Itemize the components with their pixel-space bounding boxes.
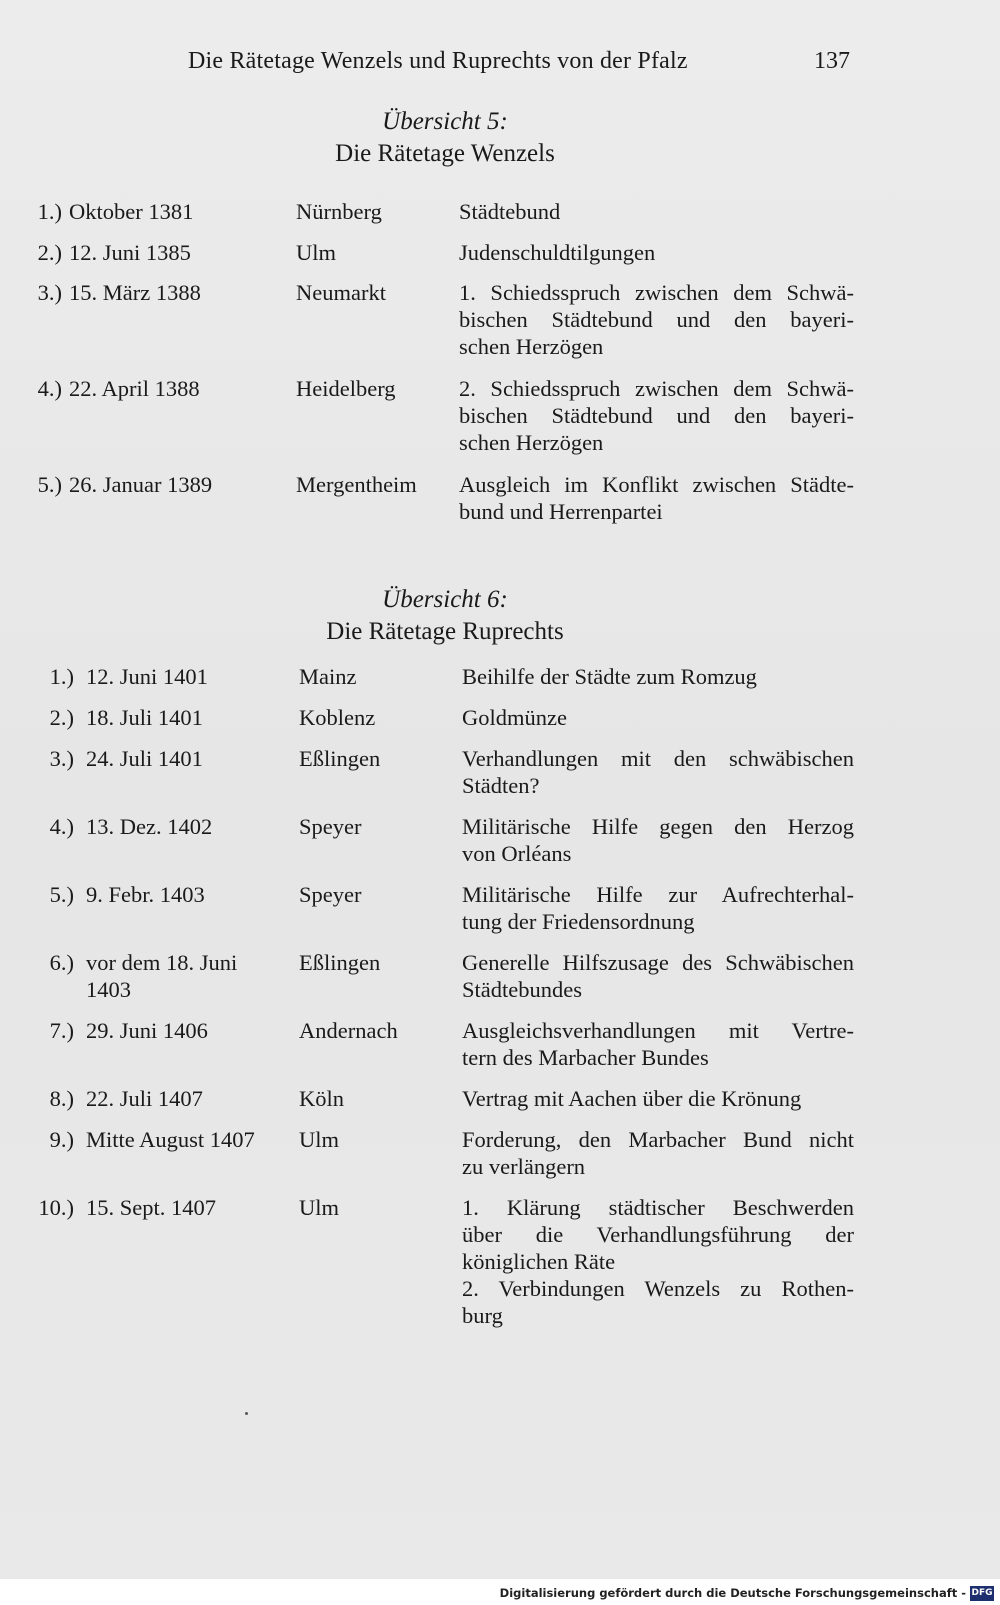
row-place: Ulm: [296, 240, 337, 265]
row-description-line: Goldmünze: [462, 705, 567, 730]
row-date: [86, 1017, 208, 1044]
row-description: [459, 239, 854, 266]
row-place: Ulm: [299, 1127, 340, 1152]
row-description-line: tung der Friedensordnung: [462, 909, 695, 934]
row-description-line: von Orléans: [462, 841, 572, 866]
row-date: [86, 663, 208, 690]
row-date: [86, 1085, 203, 1112]
row-description-line: 1. Schiedsspruch zwischen dem Schwä-: [459, 280, 854, 305]
row-description-line: burg: [462, 1303, 503, 1328]
footer-credit: Digitalisierung gefördert durch die Deutsche Forschungsgemeinschaft -: [499, 1586, 966, 1600]
row-description-line: Generelle Hilfszusage des Schwäbischen: [462, 950, 854, 975]
row-description-line: Militärische Hilfe gegen den Herzog: [462, 814, 854, 839]
scan-speck: [245, 1412, 248, 1415]
row-date: [69, 198, 193, 225]
row-description: [462, 881, 854, 935]
row-number: 8.): [49, 1086, 74, 1111]
overview6-title: Die Rätetage Ruprechts: [326, 618, 564, 645]
row-description-line: tern des Marbacher Bundes: [462, 1045, 709, 1070]
row-description-line: schen Herzögen: [459, 430, 604, 455]
row-description-line: bischen Städtebund und den bayeri-: [459, 307, 854, 332]
row-description-line: Vertrag mit Aachen über die Krönung: [462, 1086, 802, 1111]
row-number: 3.): [37, 280, 62, 305]
row-place: Koblenz: [299, 705, 376, 730]
row-description-line: bischen Städtebund und den bayeri-: [459, 403, 854, 428]
row-description-line: 2. Verbindungen Wenzels zu Rothen-: [462, 1276, 854, 1301]
row-description-line: Beihilfe der Städte zum Romzug: [462, 664, 757, 689]
row-date-line: 12. Juni 1385: [69, 240, 191, 265]
row-date-line: Oktober 1381: [69, 199, 194, 224]
row-date: [69, 375, 200, 402]
row-number: 10.): [38, 1195, 74, 1220]
row-number: 2.): [49, 705, 74, 730]
row-description: [462, 1017, 854, 1071]
row-date-line: 1403: [86, 977, 131, 1002]
row-description-line: Städten?: [462, 773, 540, 798]
row-description: [462, 1085, 854, 1112]
row-description-line: Städtebund: [459, 199, 561, 224]
row-place: Mainz: [299, 664, 357, 689]
row-date-line: 13. Dez. 1402: [86, 814, 213, 839]
row-date: [86, 704, 203, 731]
row-number: 9.): [49, 1127, 74, 1152]
row-number: 5.): [49, 882, 74, 907]
row-number: 4.): [37, 376, 62, 401]
row-description-line: 2. Schiedsspruch zwischen dem Schwä-: [459, 376, 854, 401]
row-date: [69, 239, 191, 266]
row-description-line: Militärische Hilfe zur Aufrechterhal-: [462, 882, 854, 907]
row-description-line: 1. Klärung städtischer Beschwerden: [462, 1195, 854, 1220]
row-description: [462, 949, 854, 1003]
row-description: [462, 745, 854, 799]
row-description-line: über die Verhandlungsführung der: [462, 1222, 854, 1247]
row-number: 7.): [49, 1018, 74, 1043]
row-description: [459, 375, 854, 456]
row-date-line: 12. Juni 1401: [86, 664, 208, 689]
row-date: [86, 949, 237, 1003]
row-place: Nürnberg: [296, 199, 382, 224]
row-date-line: 18. Juli 1401: [86, 705, 203, 730]
row-description: [462, 813, 854, 867]
row-place: Köln: [299, 1086, 344, 1111]
row-date: [86, 881, 205, 908]
row-date-line: vor dem 18. Juni: [86, 950, 238, 975]
row-place: Heidelberg: [296, 376, 396, 401]
row-description-line: schen Herzögen: [459, 334, 604, 359]
row-date-line: 24. Juli 1401: [86, 746, 203, 771]
row-place: Eßlingen: [299, 746, 381, 771]
row-place: Speyer: [299, 882, 362, 907]
footer-bar: [0, 1579, 1000, 1605]
row-description: [462, 663, 854, 690]
row-date-line: 22. April 1388: [69, 376, 200, 401]
row-date: [86, 745, 203, 772]
row-date-line: 29. Juni 1406: [86, 1018, 208, 1043]
row-date: [86, 1194, 216, 1221]
row-description-line: königlichen Räte: [462, 1249, 616, 1274]
row-number: 1.): [49, 664, 74, 689]
overview6-kicker: Übersicht 6:: [382, 586, 508, 613]
row-place: Eßlingen: [299, 950, 381, 975]
row-description-line: Städtebundes: [462, 977, 582, 1002]
row-place: Speyer: [299, 814, 362, 839]
running-title: Die Rätetage Wenzels und Ruprechts von der Pfalz: [188, 48, 688, 74]
row-number: 1.): [37, 199, 62, 224]
overview5-heading: [0, 106, 890, 170]
row-description-line: bund und Herrenpartei: [459, 499, 663, 524]
row-description-line: Ausgleichsverhandlungen mit Vertre-: [462, 1018, 854, 1043]
row-date-line: 26. Januar 1389: [69, 472, 213, 497]
row-number: 6.): [49, 950, 74, 975]
row-description: [459, 471, 854, 525]
row-description: [462, 1194, 854, 1329]
row-number: 4.): [49, 814, 74, 839]
row-date: [69, 279, 201, 306]
overview5-kicker: Übersicht 5:: [382, 108, 508, 135]
row-place: Ulm: [299, 1195, 340, 1220]
row-description: [462, 1126, 854, 1180]
row-description: [459, 198, 854, 225]
row-date-line: 15. März 1388: [69, 280, 201, 305]
row-description-line: Judenschuldtilgungen: [459, 240, 656, 265]
page-number: 137: [814, 48, 850, 74]
row-place: Mergentheim: [296, 472, 417, 497]
row-description: [459, 279, 854, 360]
row-description-line: Verhandlungen mit den schwäbischen: [462, 746, 854, 771]
row-date-line: 22. Juli 1407: [86, 1086, 203, 1111]
dfg-logo-icon: DFG: [970, 1586, 994, 1601]
row-description-line: Ausgleich im Konflikt zwischen Städte-: [459, 472, 854, 497]
row-description: [462, 704, 854, 731]
row-date-line: 15. Sept. 1407: [86, 1195, 217, 1220]
row-description-line: Forderung, den Marbacher Bund nicht: [462, 1127, 854, 1152]
row-date-line: Mitte August 1407: [86, 1127, 255, 1152]
row-number: 5.): [37, 472, 62, 497]
row-date: [69, 471, 212, 498]
overview6-heading: [0, 584, 890, 648]
row-place: Andernach: [299, 1018, 398, 1043]
row-description-line: zu verlängern: [462, 1154, 586, 1179]
row-date: [86, 1126, 255, 1153]
row-number: 2.): [37, 240, 62, 265]
overview5-title: Die Rätetage Wenzels: [335, 140, 555, 167]
row-date-line: 9. Febr. 1403: [86, 882, 205, 907]
row-date: [86, 813, 212, 840]
row-place: Neumarkt: [296, 280, 386, 305]
row-number: 3.): [49, 746, 74, 771]
